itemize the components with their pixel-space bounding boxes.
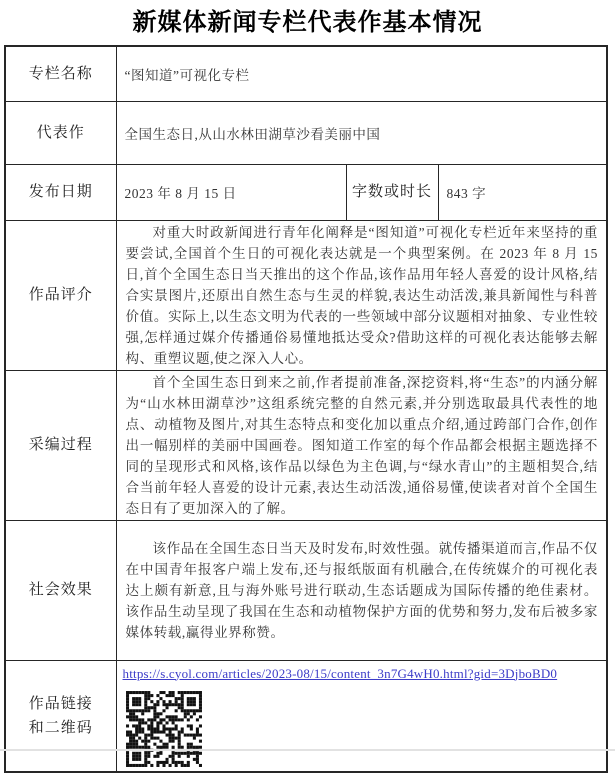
social-effect-cell bbox=[116, 520, 607, 660]
row-representative-work bbox=[5, 101, 607, 164]
row-social-effect bbox=[5, 520, 607, 660]
editing-process-cell bbox=[116, 370, 607, 520]
word-count-label: 字数或时长 bbox=[346, 164, 438, 220]
review-text: 对重大时政新闻进行青年化阐释是“图知道”可视化专栏近年来坚持的重要尝试,全国首个生日的可视化表达就是一个典型案例。在 2023 年 8 月 15 日,首个全国生态日当天推出的这个作品,该作品用年轻人喜爱的设计风格,结合实景图片,还原出自然生态与生灵的样貌,表达生动活泼,兼具新闻性与科普价值。实际上,以生态文明为代表的一些领域中部分议题相对抽象、专业性较强,怎样通过媒介传播通俗易懂地抵达受众?借助这样的可视化表达能够去解构、重塑议题,使之深入人心。 bbox=[125, 224, 599, 366]
link-qr-label-line1: 作品链接 bbox=[28, 695, 93, 712]
publish-date-value: 2023 年 8 月 15 日 bbox=[116, 164, 346, 220]
social-effect-text: 该作品在全国生态日当天及时发布,时效性强。就传播渠道而言,作品不仅在中国青年报客户端上发布,还与报纸版面有机融合,在传统媒介的可视化表达上颇有新意,且与海外账号进行联动,生态话题成为国际传播的绝佳素材。该作品生动呈现了我国在生态和动植物保护方面的优势和努力,发布后被多家媒体转载,赢得业界称赞。 bbox=[125, 540, 599, 640]
qr-code bbox=[124, 689, 204, 769]
info-table bbox=[4, 45, 608, 773]
row-publish-date bbox=[5, 164, 607, 220]
row-review bbox=[5, 220, 607, 370]
row-column-name bbox=[5, 46, 607, 101]
publish-date-label: 发布日期 bbox=[5, 164, 116, 220]
page-title: 新媒体新闻专栏代表作基本情况 bbox=[132, 9, 483, 36]
page-bottom-edge bbox=[0, 749, 615, 751]
editing-process-text: 首个全国生态日到来之前,作者提前准备,深挖资料,将“生态”的内涵分解为“山水林田湖草沙”这组系统完整的自然元素,并分别选取最具代表性的地点、动植物及图片,对其生态特点和变化加以重点介绍,通过跨部门合作,创作出一幅别样的美丽中国画卷。图知道工作室的每个作品都会根据主题选择不同的呈现形式和风格,该作品以绿色为主色调,与“绿水青山”的主题相契合,结合当前年轻人喜爱的设计元素,表达生动活泼,通俗易懂,使读者对首个全国生态日有了更加深入的了解。 bbox=[125, 374, 599, 516]
representative-work-label: 代表作 bbox=[5, 101, 116, 164]
row-editing-process bbox=[5, 370, 607, 520]
link-qr-label bbox=[5, 660, 116, 772]
row-link-qr bbox=[5, 660, 607, 772]
review-label: 作品评介 bbox=[5, 220, 116, 370]
article-url-link[interactable]: https://s.cyol.com/articles/2023-08/15/content_3n7G4wH0.html?gid=3DjboBD0 bbox=[122, 665, 558, 681]
link-qr-label-line2: 和二维码 bbox=[28, 719, 93, 736]
social-effect-label: 社会效果 bbox=[5, 520, 116, 660]
representative-work-value: 全国生态日,从山水林田湖草沙看美丽中国 bbox=[116, 101, 607, 164]
editing-process-label: 采编过程 bbox=[5, 370, 116, 520]
link-qr-cell bbox=[116, 660, 607, 772]
column-name-value: “图知道”可视化专栏 bbox=[116, 46, 607, 101]
review-cell bbox=[116, 220, 607, 370]
word-count-value: 843 字 bbox=[438, 164, 607, 220]
column-name-label: 专栏名称 bbox=[5, 46, 116, 101]
